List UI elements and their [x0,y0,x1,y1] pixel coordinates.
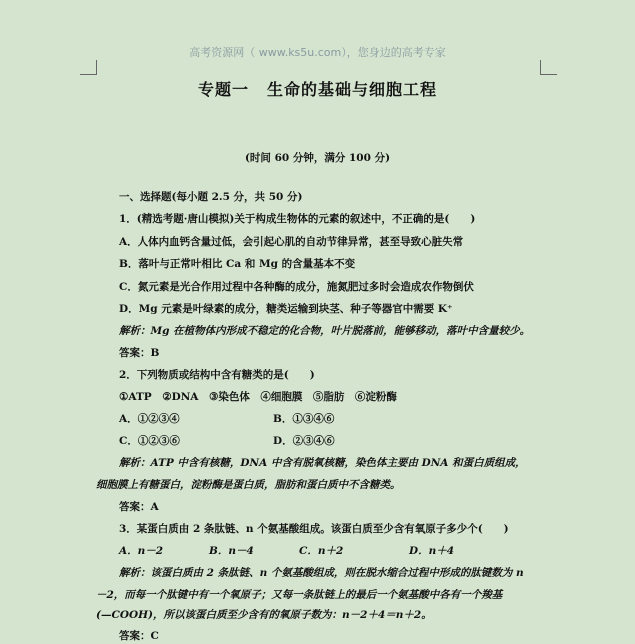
q3-stem: 3．某蛋白质由 2 条肽链、n 个氨基酸组成。该蛋白质至少含有氧原子多少个( ) [119,523,509,535]
q2-option-d: D．②③④⑥ [273,435,335,447]
q1-option-b: B．落叶与正常叶相比 Ca 和 Mg 的含量基本不变 [119,258,356,270]
q3-answer: 答案：C [119,630,159,642]
q2-option-a: A．①②③④ [119,413,180,425]
q3-option-a: A．n－2 [119,545,164,557]
q1-option-d: D．Mg 元素是叶绿素的成分，糖类运输到块茎、种子等器官中需要 K⁺ [119,303,453,315]
q1-option-c: C．氮元素是光合作用过程中各种酶的成分，施氮肥过多时会造成农作物倒伏 [119,281,474,293]
document-title [0,77,635,100]
q2-items: ①ATP ②DNA ③染色体 ④细胞膜 ⑤脂肪 ⑥淀粉酶 [119,391,397,403]
q2-analysis-line-2: 细胞膜上有糖蛋白，淀粉酶是蛋白质，脂肪和蛋白质中不含糖类。 [96,479,401,491]
margin-corner-top-right [540,60,557,75]
q1-answer: 答案：B [119,347,160,359]
q1-option-a: A．人体内血钙含量过低，会引起心肌的自动节律异常，甚至导致心脏失常 [119,236,464,248]
q2-analysis-line-1: 解析：ATP 中含有核糖，DNA 中含有脱氧核糖，染色体主要由 DNA 和蛋白质组成， [119,457,526,469]
margin-corner-top-left [80,60,97,75]
q2-answer: 答案：A [119,501,159,513]
q3-analysis-line-3: (—COOH)，所以该蛋白质至少含有的氧原子数为：n－2＋4＝n＋2。 [96,609,432,621]
q3-option-d: D．n＋4 [409,545,455,557]
q2-stem: 2．下列物质或结构中含有糖类的是( ) [119,369,315,381]
q3-analysis-line-1: 解析：该蛋白质由 2 条肽链、n 个氨基酸组成，则在脱水缩合过程中形成的肽键数为 n [119,567,524,579]
q3-option-b: B．n－4 [209,545,254,557]
title-topic: 专题一 [197,80,249,99]
q1-stem: 1．(精选考题·唐山模拟)关于构成生物体的元素的叙述中，不正确的是( ) [119,213,476,225]
q1-analysis: 解析：Mg 在植物体内形成不稳定的化合物，叶片脱落前，能够移动，落叶中含量较少。 [119,325,531,337]
q2-option-c: C．①②③⑥ [119,435,180,447]
q2-option-b: B．①③④⑥ [273,413,335,425]
section-heading: 一、选择题(每小题 2.5 分，共 50 分) [119,191,303,203]
q3-analysis-line-2: －2，而每一个肽键中有一个氧原子；又每一条肽链上的最后一个氨基酸中各有一个羧基 [96,589,503,601]
header-watermark: 高考资源网（ www.ks5u.com），您身边的高考专家 [189,46,446,59]
exam-info: (时间 60 分钟，满分 100 分) [244,152,391,164]
title-text: 生命的基础与细胞工程 [267,80,438,99]
q3-option-c: C．n＋2 [299,545,344,557]
